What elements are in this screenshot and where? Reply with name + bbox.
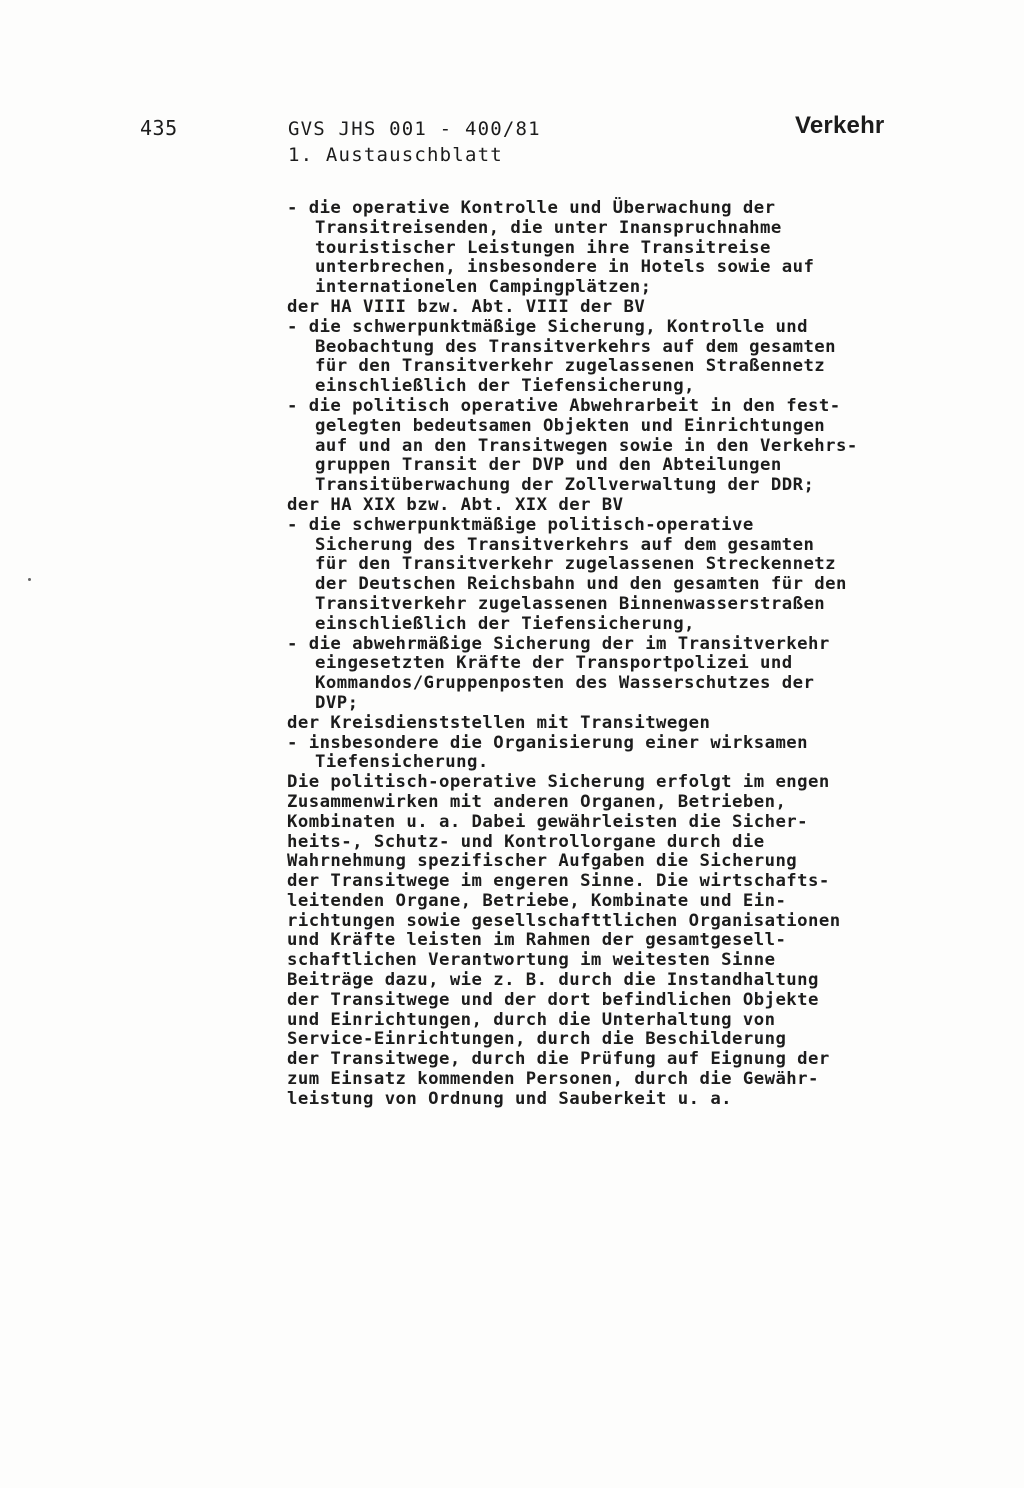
text-line: Wahrnehmung spezifischer Aufgaben die Sicherung (287, 851, 798, 872)
text-line: schaftlichen Verantwortung im weitesten Sinne (287, 950, 776, 971)
section-title: Verkehr (795, 112, 885, 139)
text-line: der HA XIX bzw. Abt. XIX der BV (287, 494, 624, 515)
text-line: der HA VIII bzw. Abt. VIII der BV (287, 296, 646, 317)
text-line: - die politisch operative Abwehrarbeit in den fest- (287, 395, 841, 416)
text-line: leitenden Organe, Betriebe, Kombinate und Ein- (287, 890, 787, 911)
text-line: gruppen Transit der DVP und den Abteilungen (315, 455, 782, 476)
text-line: der Transitwege und der dort befindlichen Objekte (287, 989, 819, 1010)
text-line: - die abwehrmäßige Sicherung der im Transitverkehr (287, 633, 830, 654)
text-line: Zusammenwirken mit anderen Organen, Betrieben, (287, 791, 787, 812)
text-line: Beiträge dazu, wie z. B. durch die Instandhaltung (287, 970, 819, 991)
text-line: für den Transitverkehr zugelassenen Streckennetz (315, 554, 837, 575)
text-line: Tiefensicherung. (315, 752, 489, 773)
text-line: touristischer Leistungen ihre Transitreise (315, 237, 771, 258)
text-line: leistung von Ordnung und Sauberkeit u. a. (287, 1088, 733, 1109)
text-line: der Kreisdienststellen mit Transitwegen (287, 712, 711, 733)
text-line: und Einrichtungen, durch die Unterhaltung von (287, 1009, 776, 1030)
text-line: auf und an den Transitwegen sowie in den Verkehrs- (315, 435, 858, 456)
document-subtitle: 1. Austauschblatt (288, 144, 503, 166)
text-line: internationelen Campingplätzen; (315, 277, 652, 298)
text-line: - die schwerpunktmäßige Sicherung, Kontrolle und (287, 316, 809, 337)
text-line: Sicherung des Transitverkehrs auf dem gesamten (315, 534, 815, 555)
text-line: Kombinaten u. a. Dabei gewährleisten die Sicher- (287, 811, 809, 832)
text-line: - die operative Kontrolle und Überwachung der (287, 198, 776, 218)
text-line: und Kräfte leisten im Rahmen der gesamtgesell- (287, 930, 787, 951)
text-line: - insbesondere die Organisierung einer wirksamen (287, 732, 809, 753)
text-line: Service-Einrichtungen, durch die Beschilderung (287, 1029, 787, 1050)
text-line: Beobachtung des Transitverkehrs auf dem gesamten (315, 336, 837, 357)
text-line: einschließlich der Tiefensicherung, (315, 613, 695, 634)
text-line: der Transitwege im engeren Sinne. Die wirtschafts- (287, 871, 830, 892)
text-line: Transitverkehr zugelassenen Binnenwasserstraßen (315, 593, 826, 614)
text-line: richtungen sowie gesellschafttlichen Organisationen (287, 910, 841, 931)
text-line: gelegten bedeutsamen Objekten und Einrichtungen (315, 415, 826, 436)
text-line: unterbrechen, insbesondere in Hotels sowie auf (315, 257, 815, 278)
text-line: einschließlich der Tiefensicherung, (315, 376, 695, 397)
text-line: - die schwerpunktmäßige politisch-operative (287, 514, 754, 535)
document-reference: GVS JHS 001 - 400/81 (288, 118, 541, 140)
text-line: DVP; (315, 692, 359, 713)
text-line: Transitüberwachung der Zollverwaltung der DDR; (315, 475, 815, 496)
text-line: der Deutschen Reichsbahn und den gesamten für den (315, 574, 847, 595)
scan-speck (28, 578, 31, 581)
text-line: Die politisch-operative Sicherung erfolgt im engen (287, 772, 830, 793)
text-line: Transitreisenden, die unter Inanspruchnahme (315, 217, 782, 238)
body-text (287, 199, 1007, 1110)
text-line: der Transitwege, durch die Prüfung auf Eignung der (287, 1049, 830, 1070)
text-line: eingesetzten Kräfte der Transportpolizei und (315, 653, 793, 674)
text-line: zum Einsatz kommenden Personen, durch die Gewähr- (287, 1069, 819, 1090)
page-number: 435 (140, 116, 178, 140)
text-line: für den Transitverkehr zugelassenen Straßennetz (315, 356, 826, 377)
text-line: heits-, Schutz- und Kontrollorgane durch die (287, 831, 765, 852)
text-line: Kommandos/Gruppenposten des Wasserschutzes der (315, 673, 815, 694)
